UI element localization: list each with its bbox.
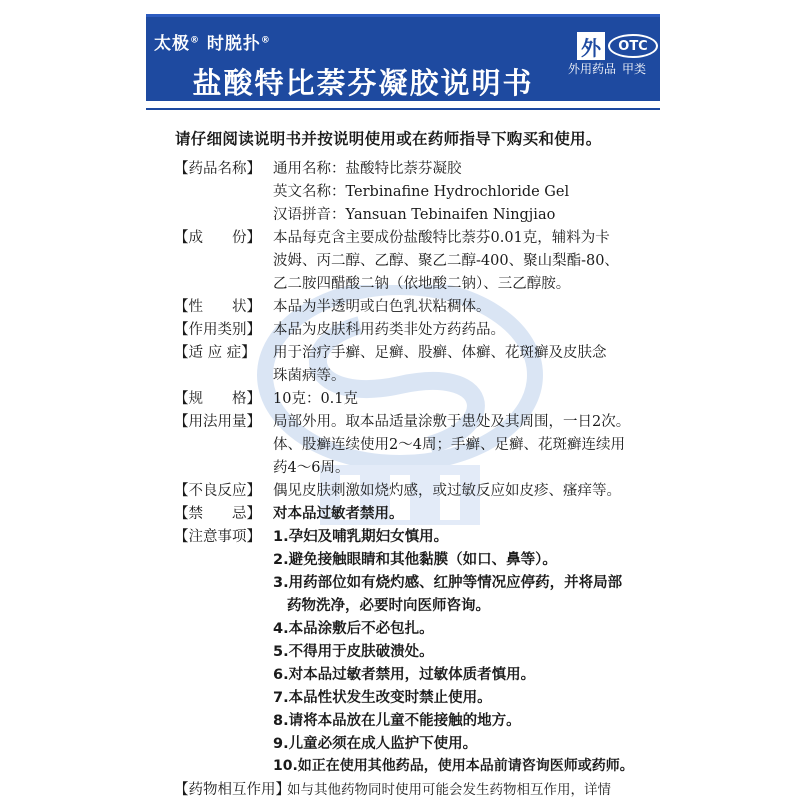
header-divider [146,108,660,110]
label-precautions: 【注意事项】 [174,529,261,545]
indication-line1: 用于治疗手癣、足癣、股癣、体癣、花斑癣及皮肤念 [273,345,607,361]
category-external: 外用药品 [568,62,617,76]
page-title: 盐酸特比萘芬凝胶说明书 [192,66,534,100]
category-class: 甲类 [622,62,647,76]
character-text: 本品为半透明或白色乳状粘稠体。 [273,299,491,315]
brand-reg-mark: ® [190,35,200,46]
label-contraindication: 【禁 忌】 [174,506,261,522]
composition-line2: 波姆、丙二醇、乙醇、聚乙二醇-400、聚山梨酯-80、 [273,253,619,269]
brand-name: 太极 [154,34,190,54]
label-composition: 【成 份】 [174,230,261,246]
usage-line2: 体、股癣连续使用2～4周；手癣、足癣、花斑癣连续用 [273,437,625,453]
brand-product: 时脱扑 [206,34,261,54]
indication-line2: 珠菌病等。 [273,368,346,384]
precaution-item: 3.用药部位如有烧灼感、红肿等情况应停药，并将局部 [273,575,623,591]
precaution-item: 5.不得用于皮肤破溃处。 [273,644,434,660]
label-adverse: 【不良反应】 [174,483,261,499]
label-spec: 【规 格】 [174,391,261,407]
precaution-item: 2.避免接触眼睛和其他黏膜（如口、鼻等）。 [273,552,557,568]
precaution-item: 10.如正在使用其他药品，使用本品前请咨询医师或药师。 [273,758,634,774]
label-drug-name: 【药品名称】 [174,161,261,177]
brand-logo [154,29,271,54]
otc-badge: OTC [608,34,658,58]
usage-line3: 药4～6周。 [273,460,350,476]
precaution-item: 7.本品性状发生改变时禁止使用。 [273,690,492,706]
reading-notice: 请仔细阅读说明书并按说明使用或在药师指导下购买和使用。 [175,130,602,148]
category-text: 本品为皮肤科用药类非处方药药品。 [273,322,505,338]
contraindication-text: 对本品过敏者禁用。 [273,506,404,522]
composition-line3: 乙二胺四醋酸二钠（依地酸二钠）、三乙醇胺。 [273,276,571,292]
pinyin-name: 汉语拼音：Yansuan Tebinaifen Ningjiao [273,207,556,223]
english-name: 英文名称：Terbinafine Hydrochloride Gel [273,184,570,200]
precaution-item: 8.请将本品放在儿童不能接触的地方。 [273,713,521,729]
precaution-item: 药物洗净，必要时向医师咨询。 [287,598,490,614]
generic-name: 通用名称：盐酸特比萘芬凝胶 [273,161,462,177]
external-use-mark: 外 [576,31,606,61]
spec-text: 10克：0.1克 [273,391,359,407]
precaution-item: 6.对本品过敏者禁用，过敏体质者慎用。 [273,667,536,683]
usage-line1: 局部外用。取本品适量涂敷于患处及其周围，一日2次。 [273,414,631,430]
precaution-item: 1.孕妇及哺乳期妇女慎用。 [273,529,449,545]
label-character: 【性 状】 [174,299,261,315]
composition-line1: 本品每克含主要成份盐酸特比萘芬0.01克，辅料为卡 [273,230,610,246]
brand-product-reg-mark: ® [260,35,271,46]
adverse-text: 偶见皮肤刺激如烧灼感，或过敏反应如皮疹、瘙痒等。 [273,483,621,499]
label-usage: 【用法用量】 [174,414,261,430]
label-indication: 【适 应 症】 [174,345,256,361]
precaution-item: 4.本品涂敷后不必包扎。 [273,621,434,637]
interactions-line1: 如与其他药物同时使用可能会发生药物相互作用，详情 [287,782,611,798]
precaution-item: 9.儿童必须在成人监护下使用。 [273,736,478,752]
label-category: 【作用类别】 [174,322,261,338]
label-interactions: 【药物相互作用】 [174,782,290,798]
